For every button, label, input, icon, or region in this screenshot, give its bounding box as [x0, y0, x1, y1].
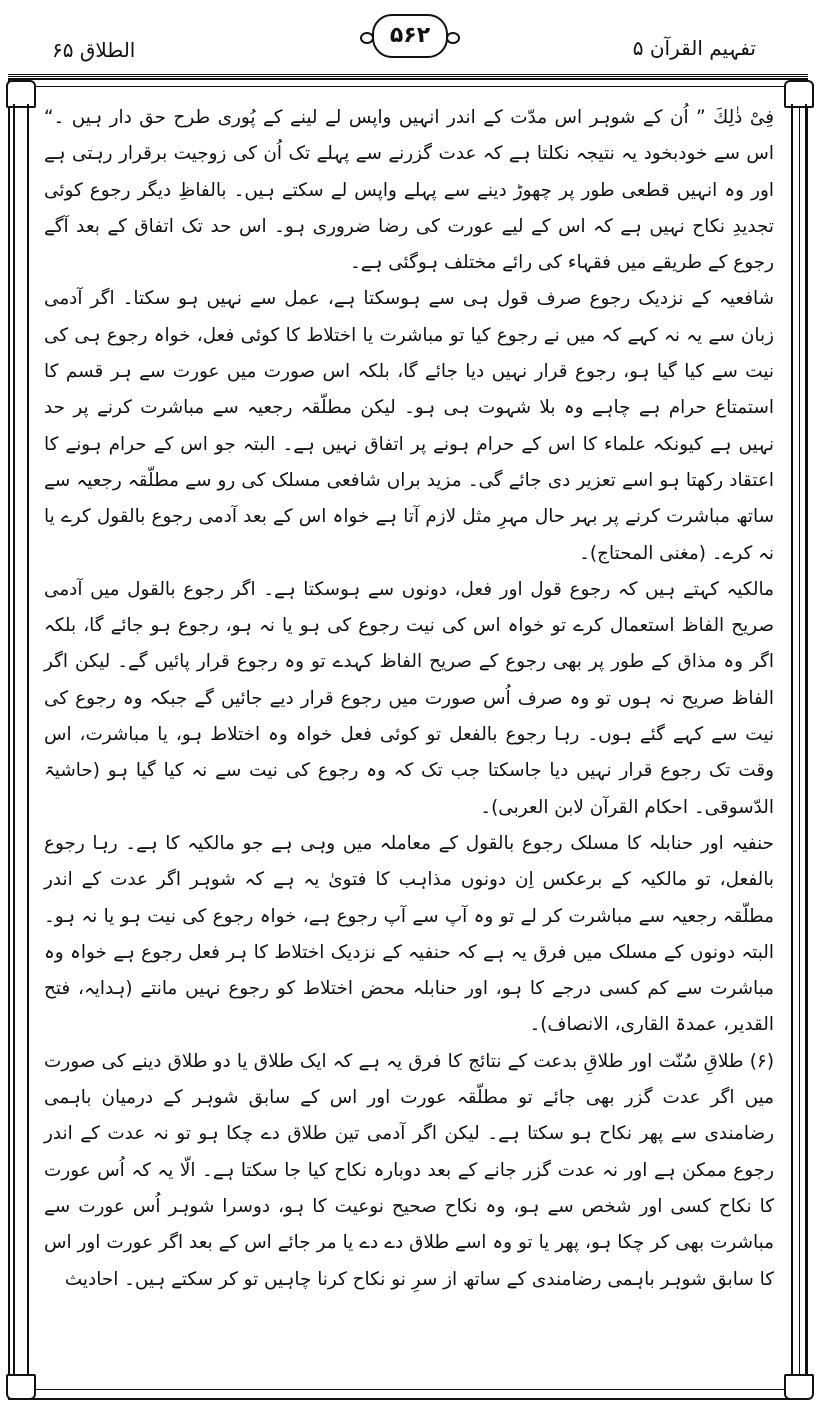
- right-pillar-ornament: [784, 80, 810, 1400]
- pillar-base: [6, 1374, 36, 1400]
- pillar-base: [784, 1374, 814, 1400]
- commentary-body: [44, 100, 774, 1390]
- paragraph-maliki: مالکیہ کہتے ہیں کہ رجوع قول اور فعل، دونوں سے ہوسکتا ہے۔ اگر رجوع بالقول میں آدمی صریح الفاظ استعمال کرے تو خواہ اس کی نیت رجوع کی ہو یا نہ ہو، رجوع ہو جائے گا، بلکہ اگر وہ مذاق کے طور پر بھی رجوع کے صریح الفاظ کہدے تو وہ رجوع قرار پائیں گے۔ لیکن اگر الفاظ صریح نہ ہوں تو وہ صرف اُس صورت میں رجوع قرار دیے جائیں گے جبکہ وہ رجوع کی نیت سے کہے گئے ہوں۔ رہا رجوع بالفعل تو کوئی فعل خواہ وہ اختلاط ہو، یا مباشرت، اس وقت تک رجوع قرار نہیں دیا جاسکتا جب تک کہ وہ رجوع کی نیت سے نہ کیا گیا ہو (حاشیۃ الدّسوقی۔ احکام القرآن لابن العربی)۔: [44, 578, 774, 818]
- pillar-shaft: [791, 104, 807, 1374]
- surah-name-header: الطلاق ۶۵: [52, 38, 136, 62]
- page-number-badge: ۵۶۲: [372, 14, 448, 58]
- pillar-shaft: [13, 104, 29, 1374]
- paragraph-note-6: (۶) طلاقِ سُنّت اور طلاقِ بدعت کے نتائج کا فرق یہ ہے کہ ایک طلاق یا دو طلاق دینے کی صورت میں اگر عدت گزر بھی جائے تو مطلّقہ عورت اور اس کے سابق شوہر کے درمیان باہمی رضامندی سے پھر نکاح ہو سکتا ہے۔ لیکن اگر آدمی تین طلاق دے چکا ہو تو نہ عدت کے اندر رجوع ممکن ہے اور نہ عدت گزر جانے کے بعد دوبارہ نکاح کیا جا سکتا ہے۔ الّا یہ کہ اُس عورت کا نکاح کسی اور شخص سے ہو، وہ نکاح صحیح نوعیت کا ہو، دوسرا شوہر اُس عورت سے مباشرت بھی کر چکا ہو، پھر یا تو وہ اسے طلاق دے دے یا مر جائے اس کے بعد اگر عورت اور اس کا سابق شوہر باہمی رضامندی کے ساتھ از سرِ نو نکاح کرنا چاہیں تو کر سکتے ہیں۔ احادیث: [44, 1050, 774, 1290]
- paragraph-hanafi-hanbali: حنفیہ اور حنابلہ کا مسلک رجوع بالقول کے معاملہ میں وہی ہے جو مالکیہ کا ہے۔ رہا رجوع بالفعل، تو مالکیہ کے برعکس اِن دونوں مذاہب کا فتویٰ یہ ہے کہ شوہر اگر عدت کے اندر مطلّقہ رجعیہ سے مباشرت کر لے تو وہ آپ سے آپ رجوع ہے، خواہ رجوع کی نیت ہو یا نہ ہو۔ البتہ دونوں کے مسلک میں فرق یہ ہے کہ حنفیہ کے نزدیک اختلاط کا ہر فعل رجوع ہے خواہ وہ مباشرت سے کم کسی درجے کا ہو، اور حنابلہ محض اختلاط کو رجوع نہیں مانتے (ہدایہ، فتح القدیر، عمدۃ القاری، الانصاف)۔: [44, 832, 774, 1036]
- left-pillar-ornament: [6, 80, 32, 1400]
- paragraph-intro: فِیْ ذٰلِكَ ” اُن کے شوہر اس مدّت کے اندر انہیں واپس لے لینے کے پُوری طرح حق دار ہیں ۔“ اس سے خودبخود یہ نتیجہ نکلتا ہے کہ عدت گزرنے سے پہلے تک اُن کی زوجیت برقرار رہتی ہے اور وہ انہیں قطعی طور پر چھوڑ دینے سے پہلے واپس لے سکتے ہیں۔ بالفاظِ دیگر رجوع کوئی تجدیدِ نکاح نہیں ہے کہ اس کے لیے عورت کی رضا ضروری ہو۔ اس حد تک اتفاق کے بعد آگے رجوع کے طریقے میں فقہاء کی رائے مختلف ہوگئی ہے۔: [44, 107, 774, 274]
- paragraph-shafii: شافعیہ کے نزدیک رجوع صرف قول ہی سے ہوسکتا ہے، عمل سے نہیں ہو سکتا۔ اگر آدمی زبان سے یہ نہ کہے کہ میں نے رجوع کیا تو مباشرت یا اختلاط کا کوئی فعل، خواہ رجوع ہی کی نیت سے کیا گیا ہو، رجوع قرار نہیں دیا جائے گا، بلکہ اس صورت میں عورت سے ہر قسم کا استمتاع حرام ہے چاہے وہ بلا شہوت ہی ہو۔ لیکن مطلّقہ رجعیہ سے مباشرت کرنے پر حد نہیں ہے کیونکہ علماء کا اس کے حرام ہونے پر اتفاق نہیں ہے۔ البتہ جو اس کے حرام ہونے کا اعتقاد رکھتا ہو اسے تعزیر دی جائے گی۔ مزید براں شافعی مسلک کی رو سے مطلّقہ رجعیہ سے ساتھ مباشرت کرنے پر بہر حال مہرِ مثل لازم آتا ہے خواہ اس کے بعد آدمی رجوع بالقول کرے یا نہ کرے۔ (مغنی المحتاج)۔: [44, 288, 774, 564]
- book-title-header: تفہیم القرآن ۵: [632, 36, 756, 60]
